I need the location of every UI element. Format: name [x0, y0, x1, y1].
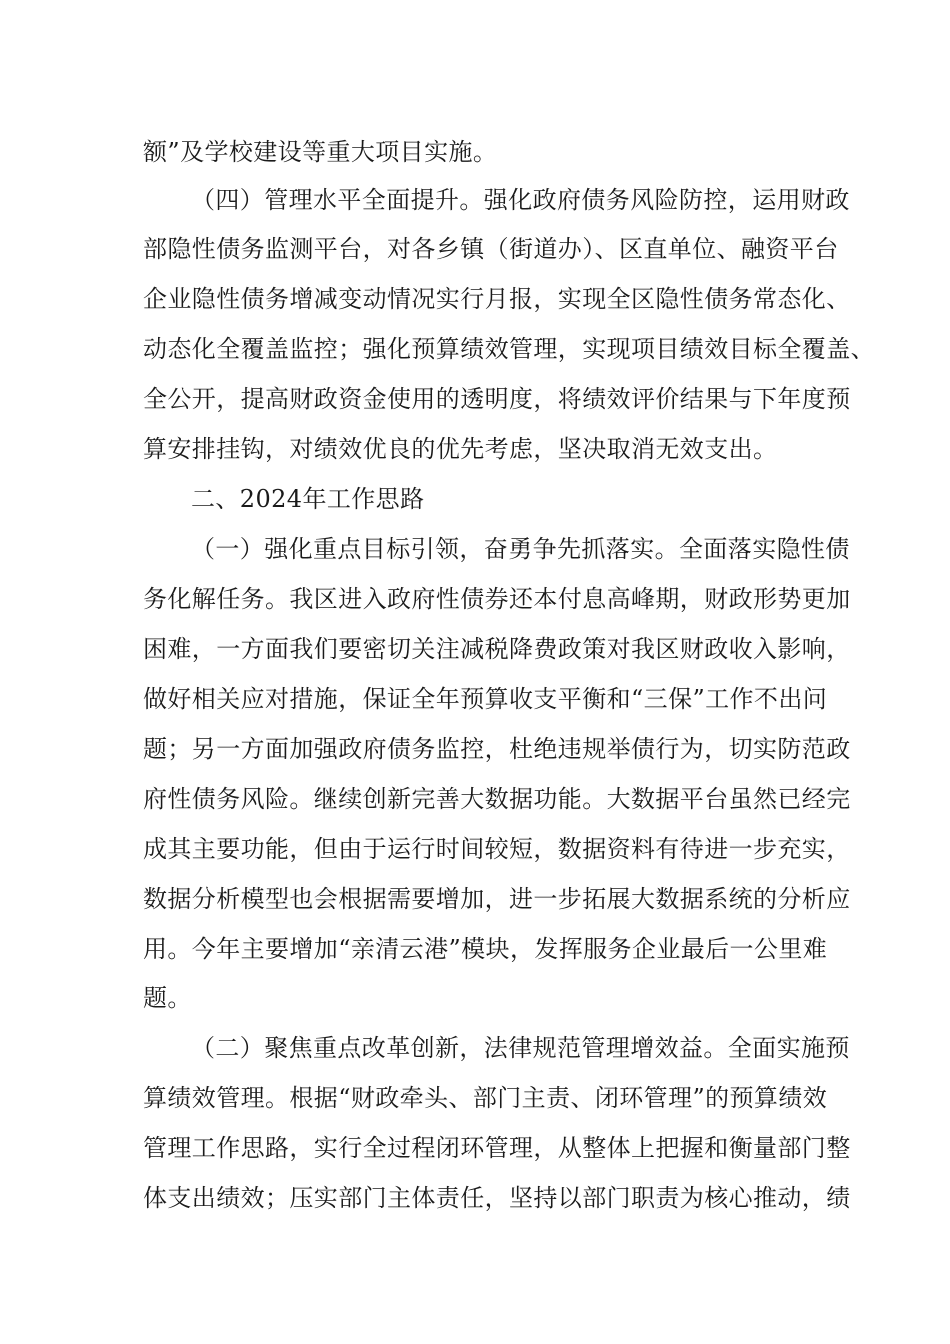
text-line: 企业隐性债务增减变动情况实行月报，实现全区隐性债务常态化、 [143, 285, 851, 313]
text-line: 困难，一方面我们要密切关注减税降费政策对我区财政收入影响， [143, 635, 851, 663]
text-line: 用。今年主要增加“亲清云港”模块，发挥服务企业最后一公里难 [143, 935, 828, 963]
paragraph-heading-4: （四）管理水平全面提升。强化政府债务风险防控，运用财政 [191, 186, 850, 214]
text-line: 府性债务风险。继续创新完善大数据功能。大数据平台虽然已经完 [143, 785, 851, 813]
text-line: 算安排挂钩，对绩效优良的优先考虑，坚决取消无效支出。 [143, 435, 778, 463]
text-line: 部隐性债务监测平台，对各乡镇（街道办）、区直单位、融资平台 [143, 235, 839, 263]
section-heading: 二、2024年工作思路 [191, 485, 425, 513]
text-line: 务化解任务。我区进入政府性债券还本付息高峰期，财政形势更加 [143, 585, 851, 613]
text-line: 算绩效管理。根据“财政牵头、部门主责、闭环管理”的预算绩效 [143, 1084, 828, 1112]
paragraph-heading-2: （二）聚焦重点改革创新，法律规范管理增效益。全面实施预 [191, 1034, 850, 1062]
text-line: 做好相关应对措施，保证全年预算收支平衡和“三保”工作不出问 [143, 685, 828, 713]
text-line: 成其主要功能，但由于运行时间较短，数据资料有待进一步充实， [143, 835, 851, 863]
text-line: 全公开，提高财政资金使用的透明度，将绩效评价结果与下年度预 [143, 385, 851, 413]
text-line: 体支出绩效；压实部门主体责任，坚持以部门职责为核心推动，绩 [143, 1184, 851, 1212]
text-line: 题；另一方面加强政府债务监控，杜绝违规举债行为，切实防范政 [143, 735, 851, 763]
text-line: 管理工作思路，实行全过程闭环管理，从整体上把握和衡量部门整 [143, 1134, 851, 1162]
text-line: 题。 [143, 984, 192, 1012]
paragraph-heading-1: （一）强化重点目标引领，奋勇争先抓落实。全面落实隐性债 [191, 535, 850, 563]
text-line: 动态化全覆盖监控；强化预算绩效管理，实现项目绩效目标全覆盖、 [143, 335, 875, 363]
text-line: 额”及学校建设等重大项目实施。 [143, 138, 498, 166]
text-line: 数据分析模型也会根据需要增加，进一步拓展大数据系统的分析应 [143, 885, 851, 913]
